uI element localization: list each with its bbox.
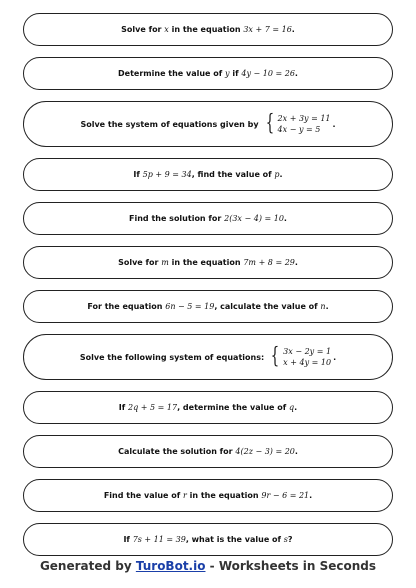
question-text: If 5p + 9 = 34, find the value of p. <box>133 170 283 179</box>
footer-suffix: - Worksheets in Seconds <box>205 559 377 573</box>
question-text: Find the solution for 2(3x − 4) = 10. <box>129 214 287 223</box>
question-box <box>23 13 393 46</box>
question-text: Find the value of r in the equation 9r − 6 = 21. <box>103 491 313 500</box>
question-box <box>23 479 393 512</box>
worksheet <box>23 13 393 567</box>
question-text: Solve for x in the equation 3x + 7 = 16. <box>121 25 295 34</box>
question-box <box>23 158 393 191</box>
question-box <box>23 246 393 279</box>
question-box <box>23 523 393 556</box>
question-box <box>23 435 393 468</box>
footer <box>0 559 416 573</box>
question-text: Calculate the solution for 4(2z − 3) = 20. <box>118 447 298 456</box>
question-text: For the equation 6n − 5 = 19, calculate the value of n. <box>87 302 329 311</box>
equation-system: { 2x + 3y = 11 4x − y = 5 <box>265 111 331 136</box>
question-box <box>23 57 393 90</box>
question-box <box>23 202 393 235</box>
question-text: Solve the system of equations given by { 2x + 3y = 11 4x − y = 5 . <box>80 111 336 136</box>
question-text: Determine the value of y if 4y − 10 = 26. <box>118 69 298 78</box>
question-text: If 2q + 5 = 17, determine the value of q. <box>118 403 298 412</box>
turobot-link[interactable]: TuroBot.io <box>135 559 206 573</box>
question-text: If 7s + 11 = 39, what is the value of s? <box>123 535 293 544</box>
question-box <box>23 391 393 424</box>
question-text: Solve for m in the equation 7m + 8 = 29. <box>118 258 298 267</box>
question-box <box>23 334 393 380</box>
question-box <box>23 101 393 147</box>
footer-prefix: Generated by <box>39 559 136 573</box>
equation-system: { 3x − 2y = 1 x + 4y = 10 <box>270 344 332 369</box>
question-text: Solve the following system of equations: { 3x − 2y = 1 x + 4y = 10 . <box>79 344 337 369</box>
question-box <box>23 290 393 323</box>
